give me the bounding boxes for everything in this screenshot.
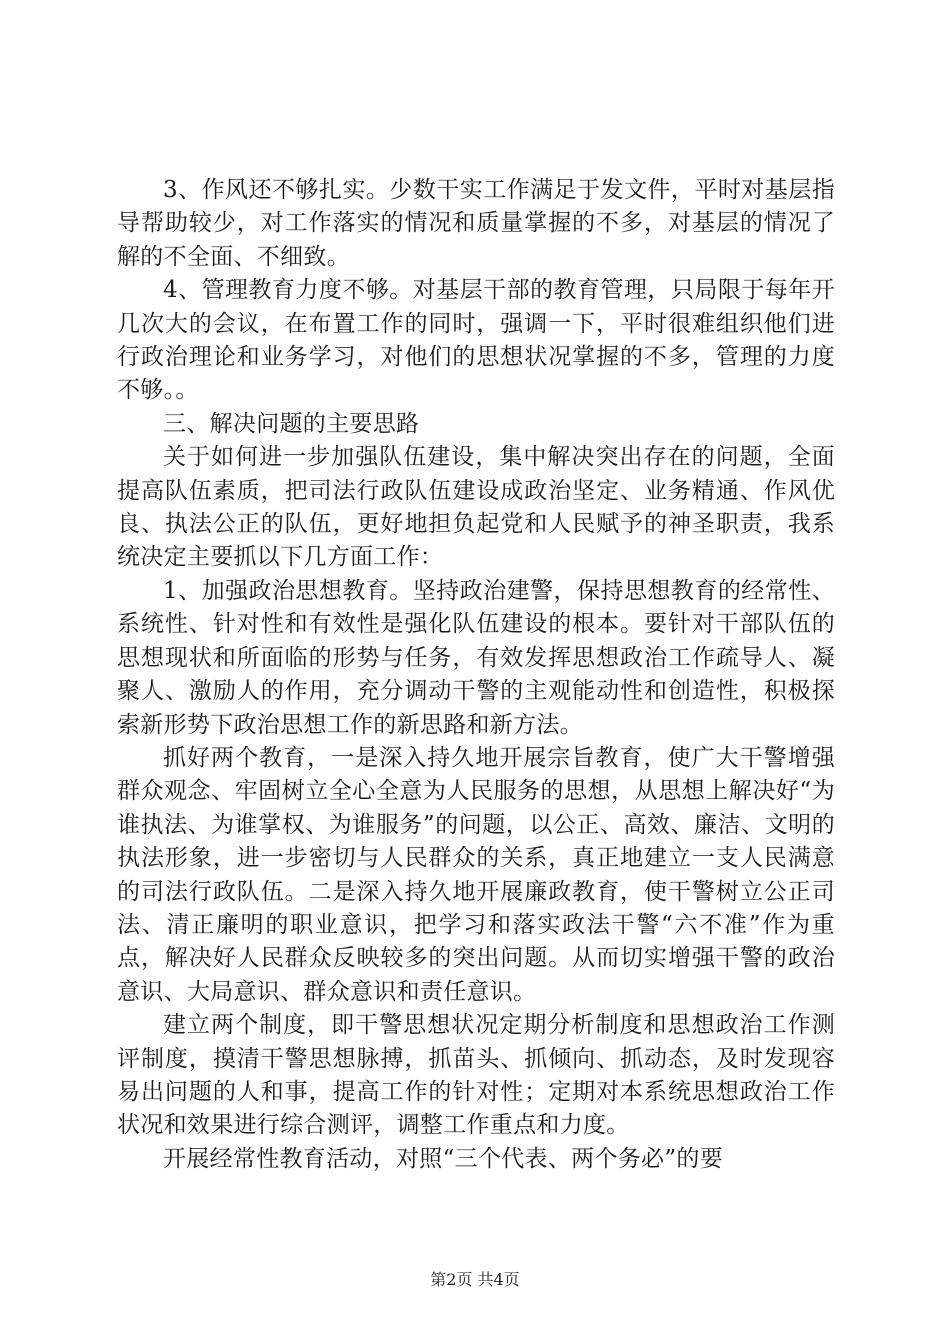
paragraph-two-systems: 建立两个制度，即干警思想状况定期分析制度和思想政治工作测评制度，摸清干警思想脉搏，抓苗头、抓倾向、抓动态，及时发现容易出问题的人和事，提高工作的针对性；定期对本系统思想政治工作状况和效果进行综合测评，调整工作重点和力度。: [117, 1012, 835, 1139]
paragraph-intro-solutions: 关于如何进一步加强队伍建设，集中解决突出存在的问题，全面提高队伍素质，把司法行政队伍建设成政治坚定、业务精通、作风优良、执法公正的队伍，更好地担负起党和人民赋予的神圣职责，我系统决定主要抓以下几方面工作：: [117, 444, 835, 571]
paragraph-management-education: 4、管理教育力度不够。对基层干部的教育管理，只局限于每年开几次大的会议，在布置工作的同时，强调一下，平时很难组织他们进行政治理论和业务学习，对他们的思想状况掌握的不多，管理的力度不够。。: [117, 277, 835, 404]
paragraph-regular-activities: 开展经常性教育活动，对照“三个代表、两个务必”的要: [163, 1145, 724, 1172]
page-number-footer: 第2页 共4页: [430, 1270, 520, 1289]
paragraph-political-education: 1、加强政治思想教育。坚持政治建警，保持思想教育的经常性、系统性、针对性和有效性是强化队伍建设的根本。要针对干部队伍的思想现状和所面临的形势与任务，有效发挥思想政治工作疏导人、凝聚人、激励人的作用，充分调动干警的主观能动性和创造性，积极探索新形势下政治思想工作的新思路和新方法。: [117, 577, 835, 738]
paragraph-work-style: 3、作风还不够扎实。少数干实工作满足于发文件，平时对基层指导帮助较少，对工作落实的情况和质量掌握的不多，对基层的情况了解的不全面、不细致。: [117, 177, 835, 270]
section-heading-solutions: 三、解决问题的主要思路: [163, 410, 420, 437]
document-body: [117, 174, 835, 1176]
paragraph-two-educations: 抓好两个教育，一是深入持久地开展宗旨教育，使广大干警增强群众观念、牢固树立全心全意为人民服务的思想，从思想上解决好“为谁执法、为谁掌权、为谁服务”的问题，以公正、高效、廉洁、文明的执法形象，进一步密切与人民群众的关系，真正地建立一支人民满意的司法行政队伍。二是深入持久地开展廉政教育，使干警树立公正司法、清正廉明的职业意识，把学习和落实政法干警“六不准”作为重点，解决好人民群众反映较多的突出问题。从而切实增强干警的政治意识、大局意识、群众意识和责任意识。: [117, 744, 835, 1005]
